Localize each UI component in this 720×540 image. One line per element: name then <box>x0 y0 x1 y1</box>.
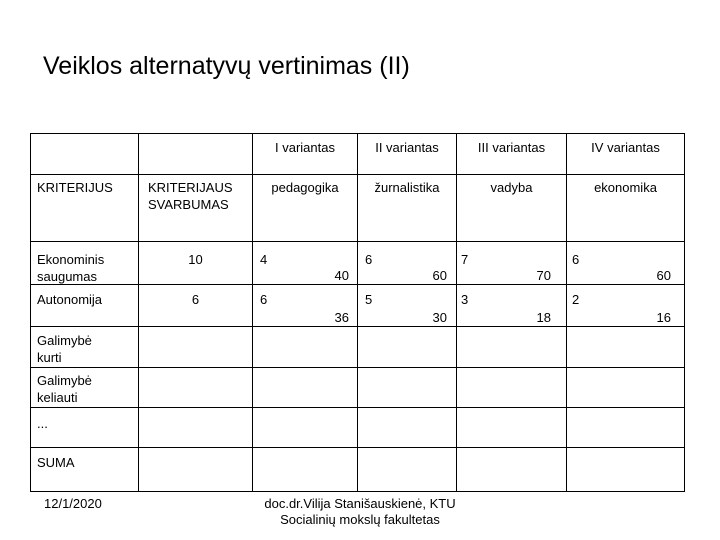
evaluation-table <box>30 133 685 492</box>
row-2-score-4: 2 <box>572 292 580 307</box>
slide-title: Veiklos alternatyvų vertinimas (II) <box>43 52 410 80</box>
row-2-weighted-3: 18 <box>536 310 551 325</box>
row-5-name: ... <box>37 416 48 431</box>
variant-header-2: II variantas <box>375 140 439 155</box>
row-1-weight: 10 <box>188 252 203 267</box>
weight-header: KRITERIJAUS SVARBUMAS <box>148 180 233 212</box>
row-1-name: Ekonominis saugumas <box>37 252 105 284</box>
row-1-weighted-2: 60 <box>432 268 447 283</box>
footer-author: doc.dr.Vilija Stanišauskienė, KTU Socialinių mokslų fakultetas <box>264 496 456 527</box>
field-header-2: žurnalistika <box>374 180 440 195</box>
row-2-score-1: 6 <box>260 292 268 307</box>
row-1-score-1: 4 <box>260 252 268 267</box>
row-1-weighted-4: 60 <box>656 268 671 283</box>
row-1-weighted-1: 40 <box>334 268 349 283</box>
row-2-weighted-2: 30 <box>432 310 447 325</box>
row-2-score-3: 3 <box>461 292 469 307</box>
field-header-1: pedagogika <box>271 180 339 195</box>
variant-header-4: IV variantas <box>591 140 660 155</box>
criteria-header: KRITERIJUS <box>37 180 113 195</box>
field-header-3: vadyba <box>490 180 533 195</box>
row-2-weighted-4: 16 <box>656 310 671 325</box>
row-3-name: Galimybė kurti <box>37 333 92 365</box>
row-1-weighted-3: 70 <box>536 268 551 283</box>
field-header-4: ekonomika <box>594 180 657 195</box>
row-2-weighted-1: 36 <box>334 310 349 325</box>
row-2-name: Autonomija <box>37 292 103 307</box>
variant-header-1: I variantas <box>275 140 335 155</box>
row-1-score-4: 6 <box>572 252 580 267</box>
row-4-name: Galimybė keliauti <box>37 373 92 405</box>
variant-header-3: III variantas <box>477 140 546 155</box>
row-2-weight: 6 <box>191 292 200 307</box>
row-2-score-2: 5 <box>365 292 373 307</box>
footer-date: 12/1/2020 <box>44 496 102 511</box>
sum-row-label: SUMA <box>37 455 75 470</box>
row-1-score-3: 7 <box>461 252 469 267</box>
row-1-score-2: 6 <box>365 252 373 267</box>
